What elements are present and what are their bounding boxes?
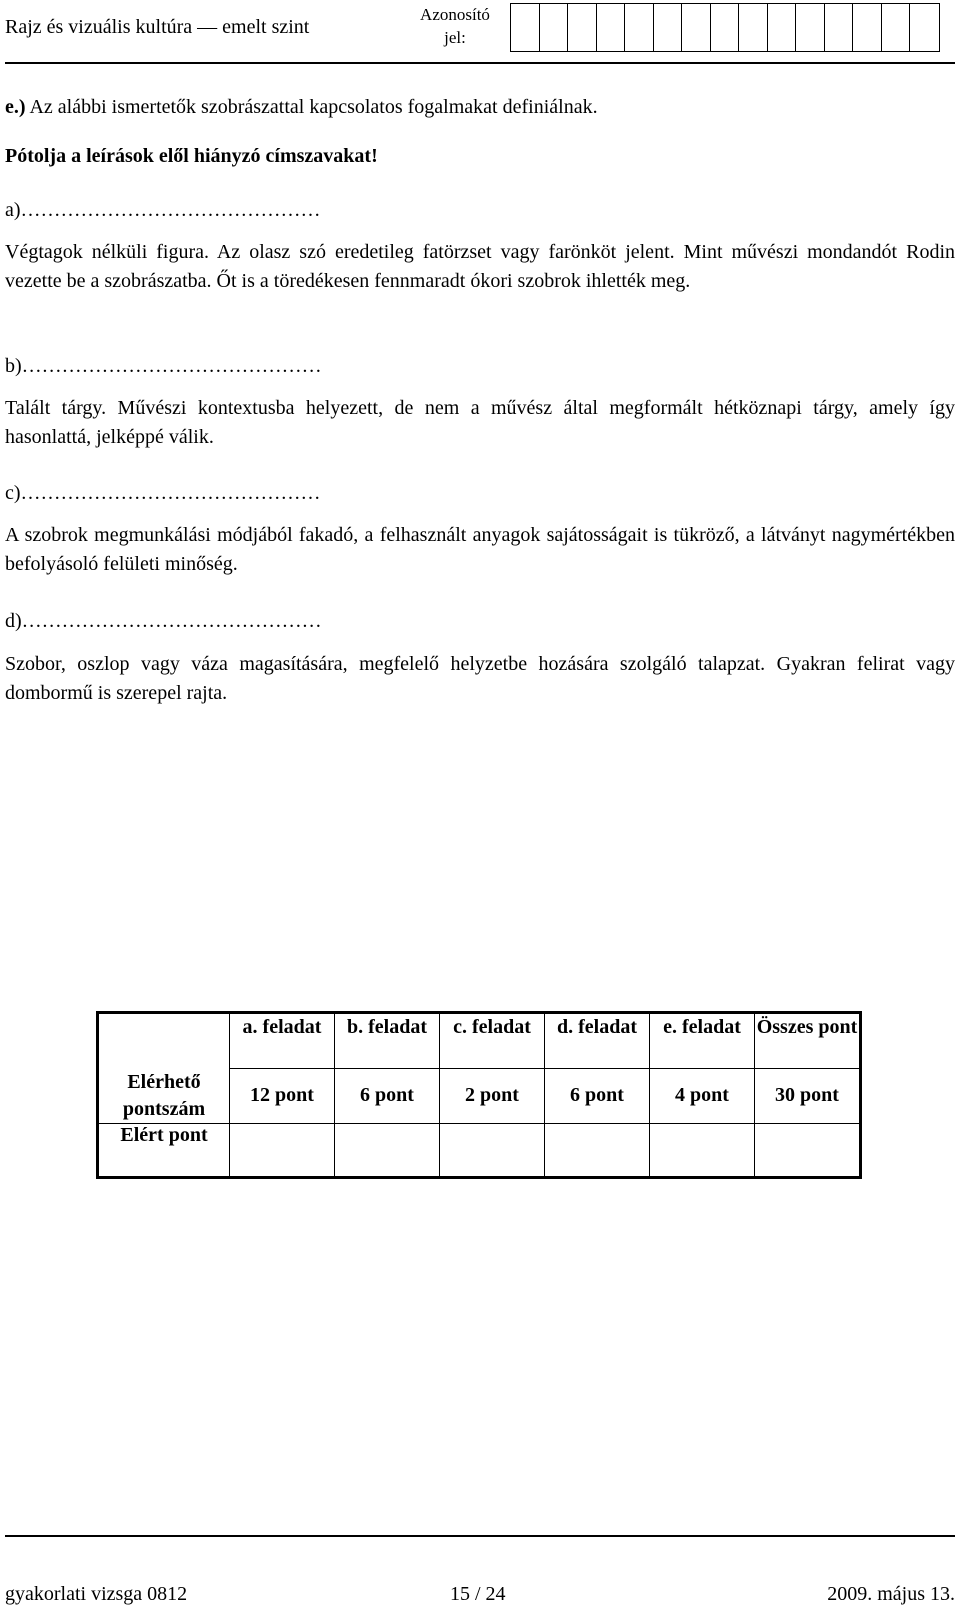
task-letter: e.) <box>5 96 26 118</box>
item-label-b: b) <box>5 355 22 377</box>
score-table <box>96 1011 862 1179</box>
answer-dots-b: ……………………………………… <box>21 355 322 377</box>
footer-page-number: 15 / 24 <box>450 1583 506 1605</box>
available-c: 2 pont <box>440 1069 545 1124</box>
achieved-total[interactable] <box>755 1123 861 1177</box>
id-box[interactable] <box>853 4 882 51</box>
available-total: 30 pont <box>755 1069 861 1124</box>
item-label-c: c) <box>5 482 21 504</box>
answer-line-a[interactable] <box>5 199 321 222</box>
achieved-b[interactable] <box>335 1123 440 1177</box>
achieved-c[interactable] <box>440 1123 545 1177</box>
available-e: 4 pont <box>650 1069 755 1124</box>
task-intro-text: Az alábbi ismertetők szobrászattal kapcsolatos fogalmakat definiálnak. <box>25 96 598 118</box>
score-available-row <box>98 1069 861 1124</box>
achieved-d[interactable] <box>545 1123 650 1177</box>
id-box[interactable] <box>882 4 911 51</box>
footer-date: 2009. május 13. <box>827 1583 955 1605</box>
answer-dots-c: ……………………………………… <box>20 482 321 504</box>
item-label-d: d) <box>5 610 22 632</box>
col-head-d: d. feladat <box>545 1013 650 1069</box>
available-label: Elérhető pontszám <box>98 1069 230 1124</box>
score-header-row <box>98 1013 861 1069</box>
score-corner <box>98 1013 230 1069</box>
answer-line-d[interactable] <box>5 610 322 633</box>
col-head-c: c. feladat <box>440 1013 545 1069</box>
answer-dots-d: ……………………………………… <box>21 610 322 632</box>
col-head-a: a. feladat <box>230 1013 335 1069</box>
id-box[interactable] <box>597 4 626 51</box>
footer-exam: gyakorlati vizsga 0812 <box>5 1583 188 1605</box>
definition-b: Talált tárgy. Művészi kontextusba helyezett, de nem a művész által megformált hétköznapi tárgy, amely így hasonlattá, jelképpé válik. <box>5 397 955 448</box>
id-box[interactable] <box>682 4 711 51</box>
id-box[interactable] <box>739 4 768 51</box>
answer-line-c[interactable] <box>5 482 321 505</box>
id-box[interactable] <box>540 4 569 51</box>
task-intro <box>5 96 598 119</box>
available-b: 6 pont <box>335 1069 440 1124</box>
col-head-b: b. feladat <box>335 1013 440 1069</box>
available-a: 12 pont <box>230 1069 335 1124</box>
item-label-a: a) <box>5 199 21 221</box>
achieved-e[interactable] <box>650 1123 755 1177</box>
header-rule <box>5 62 955 64</box>
id-box[interactable] <box>568 4 597 51</box>
col-head-total: Összes pont <box>755 1013 861 1069</box>
definition-c: A szobrok megmunkálási módjából fakadó, a felhasznált anyagok sajátosságait is tükröző, a látványt nagymértékben befolyásoló felületi minőség. <box>5 524 955 575</box>
definition-d: Szobor, oszlop vagy váza magasítására, megfelelő helyzetbe hozására szolgáló talapzat. Gyakran felirat vagy dombormű is szerepel rajta. <box>5 653 955 704</box>
id-box[interactable] <box>625 4 654 51</box>
score-achieved-row <box>98 1123 861 1177</box>
achieved-label: Elért pont <box>98 1123 230 1177</box>
achieved-a[interactable] <box>230 1123 335 1177</box>
id-box[interactable] <box>825 4 854 51</box>
id-label: Azonosító jel: <box>420 5 490 47</box>
id-box[interactable] <box>711 4 740 51</box>
id-box[interactable] <box>511 4 540 51</box>
available-d: 6 pont <box>545 1069 650 1124</box>
id-box[interactable] <box>768 4 797 51</box>
id-box[interactable] <box>796 4 825 51</box>
id-boxes <box>510 3 940 52</box>
answer-dots-a: ……………………………………… <box>20 199 321 221</box>
task-instruction: Pótolja a leírások elől hiányzó címszavakat! <box>5 145 378 167</box>
col-head-e: e. feladat <box>650 1013 755 1069</box>
definition-a: Végtagok nélküli figura. Az olasz szó eredetileg fatörzset vagy farönköt jelent. Mint művészi mondandót Rodin vezette be a szobrászatba. Őt is a töredékesen fennmaradt ókori szobrok ihlették meg. <box>5 241 955 292</box>
header-title: Rajz és vizuális kultúra — emelt szint <box>5 16 310 38</box>
footer-rule <box>5 1535 955 1537</box>
id-box[interactable] <box>654 4 683 51</box>
id-box[interactable] <box>910 4 939 51</box>
answer-line-b[interactable] <box>5 355 322 378</box>
